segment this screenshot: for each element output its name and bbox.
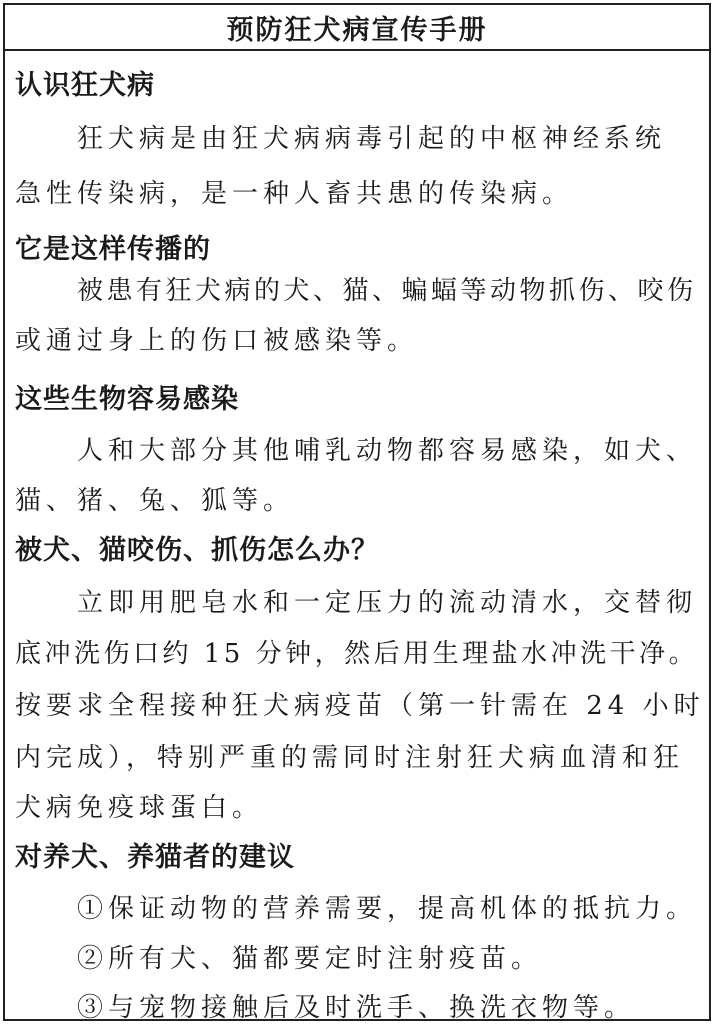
title-row (5, 5, 709, 51)
section-text-line: 急性传染病，是一种人畜共患的传染病。 (15, 179, 574, 209)
section-text-line: 犬病免疫球蛋白。 (15, 793, 264, 823)
section-text-line: 底冲洗伤口约 15 分钟，然后用生理盐水冲洗干净。 (15, 639, 699, 669)
section-text-line: 人和大部分其他哺乳动物都容易感染，如犬、 (77, 436, 698, 466)
section-heading-bite-response: 被犬、猫咬伤、抓伤怎么办？ (15, 535, 379, 566)
section-text-line: 按要求全程接种狂犬病疫苗（第一针需在 24 小时 (15, 691, 705, 721)
section-text-line: 被患有狂犬病的犬、猫、蝙蝠等动物抓伤、咬伤 (77, 276, 697, 306)
handbook-frame (3, 3, 711, 1021)
section-text-line: 立即用肥皂水和一定压力的流动清水，交替彻 (77, 588, 698, 618)
section-heading-owner-advice: 对养犬、养猫者的建议 (15, 842, 295, 873)
section-heading-transmission: 它是这样传播的 (15, 234, 211, 265)
advice-item-3: ③与宠物接触后及时洗手、换洗衣物等。 (77, 993, 636, 1023)
section-text-line: 内完成），特别严重的需同时注射狂犬病血清和狂 (15, 743, 685, 773)
handbook-title: 预防狂犬病宣传手册 (226, 14, 488, 46)
section-heading-susceptible: 这些生物容易感染 (15, 384, 239, 415)
section-text-line: 狂犬病是由狂犬病病毒引起的中枢神经系统 (77, 124, 667, 154)
section-text-line: 猫、猪、兔、狐等。 (15, 486, 295, 516)
section-heading-know-rabies: 认识狂犬病 (15, 70, 155, 101)
section-text-line: 或通过身上的伤口被感染等。 (15, 326, 419, 356)
advice-item-2: ②所有犬、猫都要定时注射疫苗。 (77, 944, 543, 974)
advice-item-1: ①保证动物的营养需要，提高机体的抵抗力。 (77, 894, 698, 924)
